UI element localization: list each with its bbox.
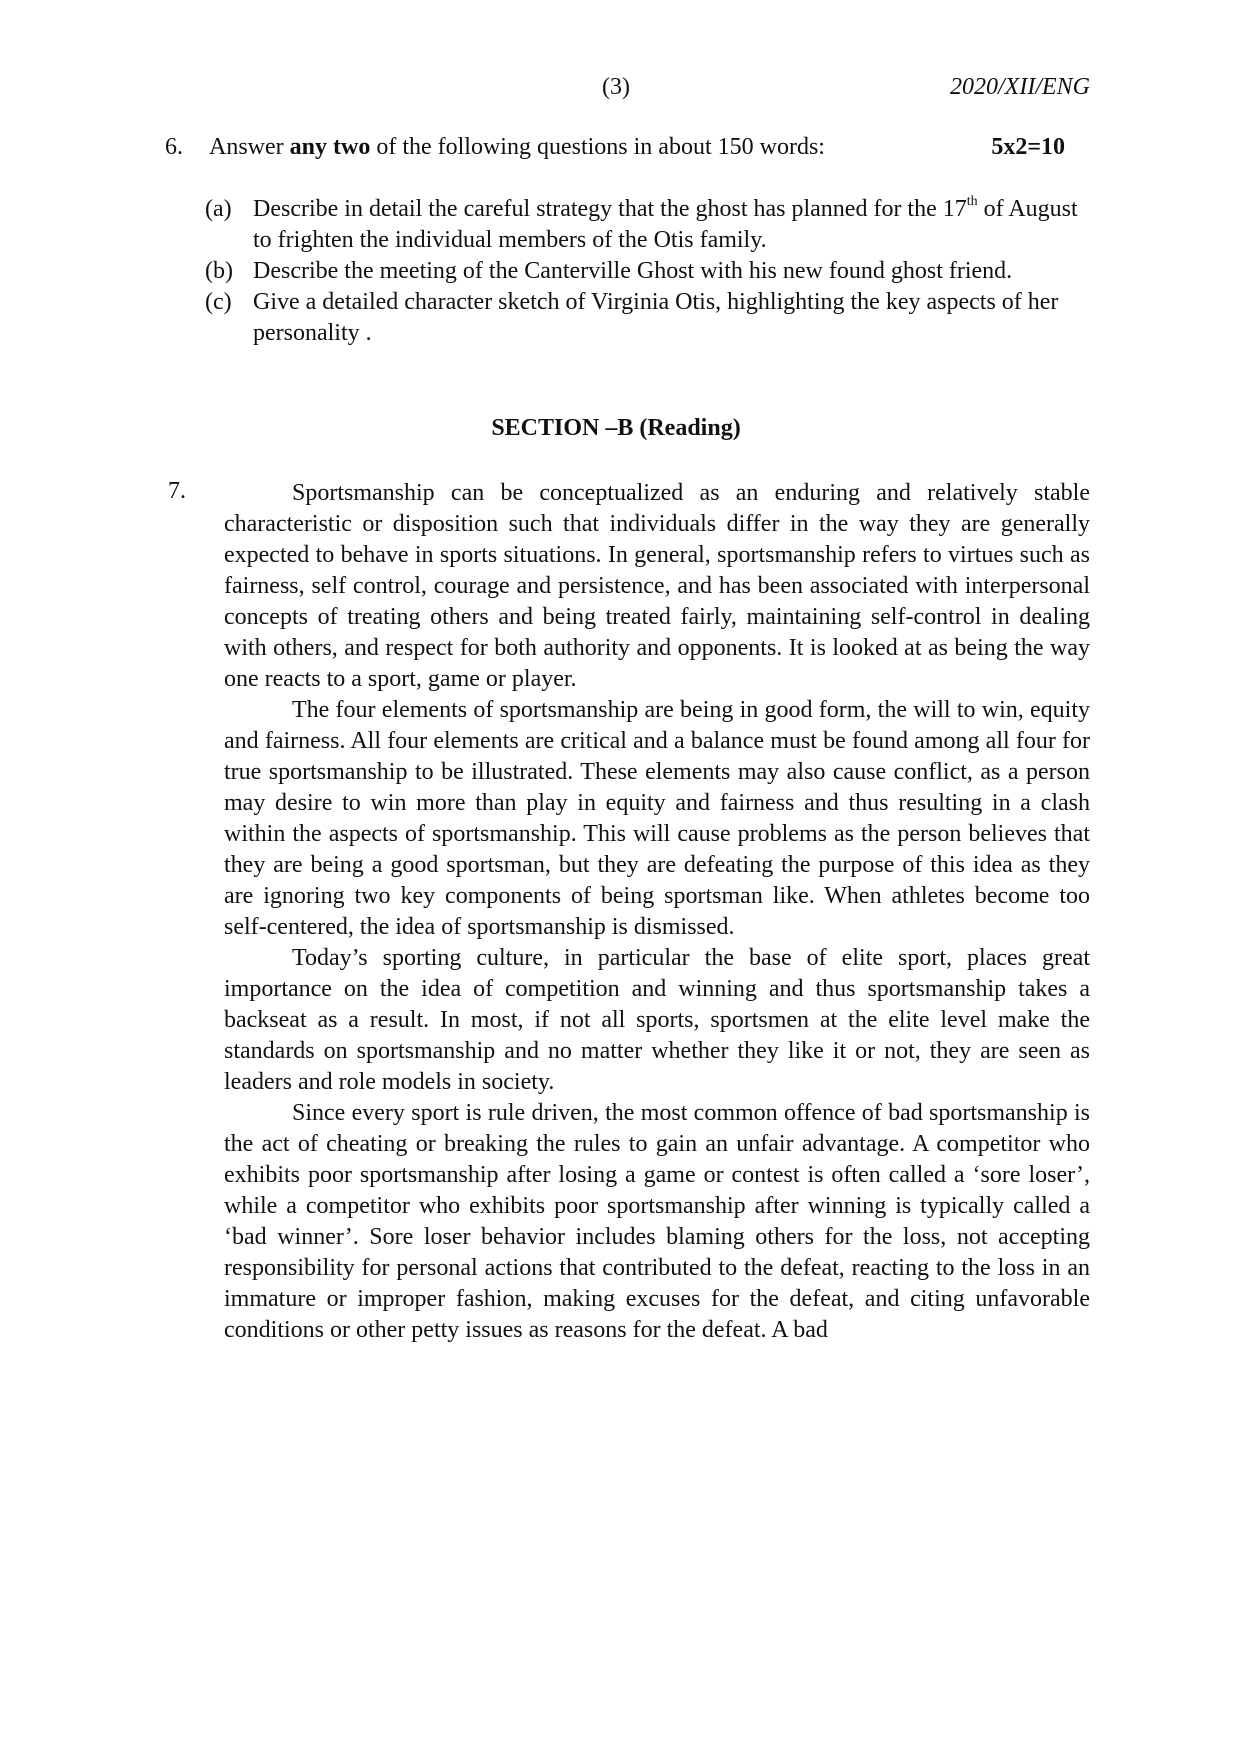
section-heading [0,415,1240,442]
sub-question-text-start: Describe in detail the careful strategy that the ghost has planned for the 17 [253,196,967,222]
reading-passage [224,478,1090,1346]
sub-question-label: (a) [205,196,232,222]
instruction-text-start: Answer [209,134,290,160]
section-title: SECTION –B (Reading) [491,415,741,441]
sub-question-text: Describe the meeting of the Canterville Ghost with his new found ghost friend. [253,258,1013,284]
ordinal-superscript: th [966,194,978,209]
question-marks: 5x2=10 [991,134,1065,160]
page-header [0,74,1240,108]
passage-paragraph: Sportsmanship can be conceptualized as an enduring and relatively stable characteristic or disposition such that individuals differ in the way they are generally expected to behave in sports situations. In general, sportsmanship refers to virtues such as fairness, self control, courage and persistence, and has been associated with interpersonal concepts of treating others and being treated fairly, maintaining self-control in dealing with others, and respect for both authority and opponents. It is looked at as being the way one reacts to a sport, game or player. [224,480,1090,692]
question-number: 7. [168,478,186,504]
sub-question-text: Give a detailed character sketch of Virginia Otis, highlighting the key aspects of her personality . [253,289,1059,346]
passage-paragraph: Since every sport is rule driven, the most common offence of bad sportsmanship is the act of cheating or breaking the rules to gain an unfair advantage. A competitor who exhibits poor sportsmanship after losing a game or contest is often called a ‘sore loser’, while a competitor who exhibits poor sportsmanship after winning is typically called a ‘bad winner’. Sore loser behavior includes blaming others for the loss, not accepting responsibility for personal actions that contributed to the defeat, reacting to the loss in an immature or improper fashion, making excuses for the defeat, and citing unfavorable conditions or other petty issues as reasons for the defeat. A bad [224,1100,1090,1343]
sub-question-b [205,256,1095,287]
page-number: (3) [602,74,630,100]
sub-question-c [205,287,1095,349]
sub-question-label: (b) [205,258,233,284]
passage-paragraph: The four elements of sportsmanship are being in good form, the will to win, equity and fairness. All four elements are critical and a balance must be found among all four for true sportsmanship to be illustrated. These elements may also cause conflict, as a person may desire to win more than play in equity and fairness and thus resulting in a clash within the aspects of sportsmanship. This will cause problems as the person believes that they are being a good sportsman, but they are defeating the purpose of this idea as they are ignoring two key components of being sportsman like. When athletes become too self-centered, the idea of sportsmanship is dismissed. [224,697,1090,940]
sub-question-a [205,194,1095,256]
question-6-options [205,194,1095,349]
passage-paragraph: Today’s sporting culture, in particular the base of elite sport, places great importance on the idea of competition and winning and thus sportsmanship takes a backseat as a result. In most, if not all sports, sportsmen at the elite level make the standards on sportsmanship and no matter whether they like it or not, they are seen as leaders and role models in society. [224,945,1090,1095]
sub-question-text-end: of August to frighten the individual members of the Otis family. [253,196,1078,253]
instruction-text-end: of the following questions in about 150 words: [370,134,825,160]
sub-question-label: (c) [205,289,232,315]
instruction-emphasis: any two [289,134,371,160]
paper-code: 2020/XII/ENG [950,74,1090,100]
question-number: 6. [165,134,183,160]
question-instruction [209,132,825,162]
